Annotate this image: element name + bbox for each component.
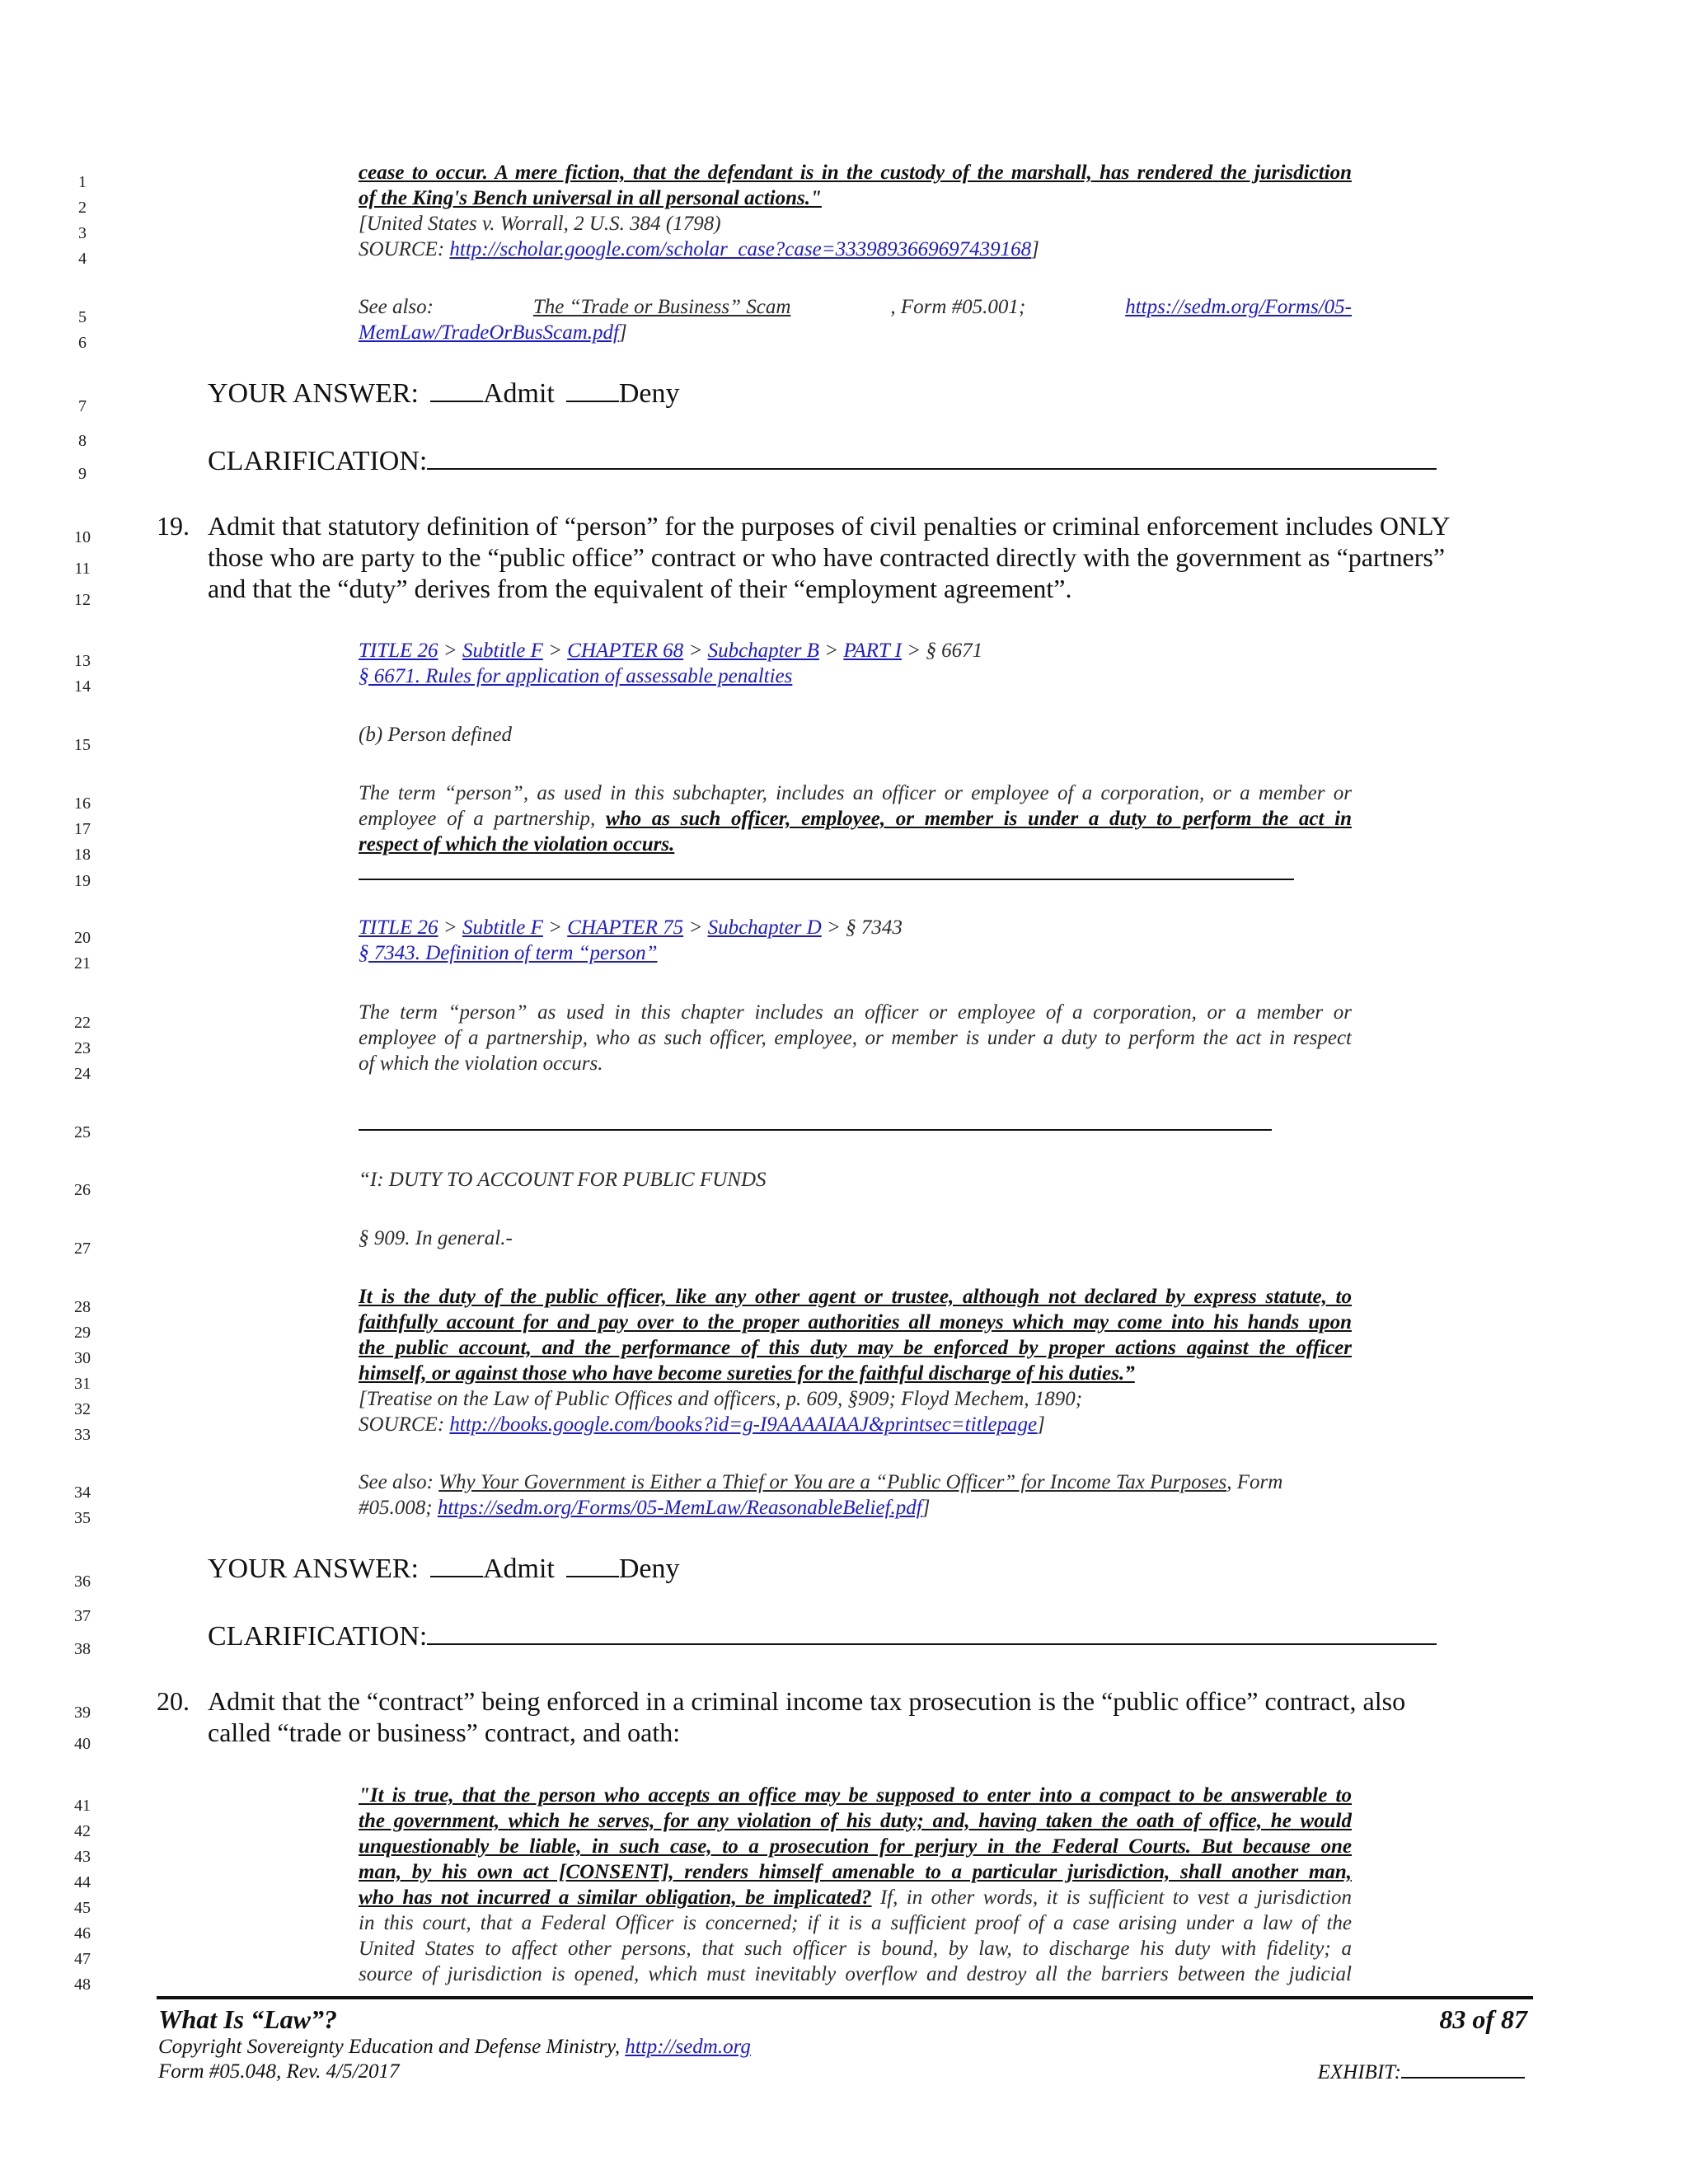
question-line: Admit that statutory definition of “person” for the purposes of civil penalties or criminal enforcement includes ONLY (208, 511, 1451, 541)
line-number: 23 (74, 1039, 91, 1057)
line-number: 4 (78, 250, 87, 268)
breadcrumb-chapter[interactable]: CHAPTER 68 (567, 640, 684, 662)
exhibit-label: EXHIBIT: (1317, 2061, 1401, 2083)
line-number: 28 (74, 1298, 91, 1316)
line-number: 39 (74, 1704, 91, 1722)
admit-blank[interactable] (430, 1553, 483, 1577)
definition-7343 (359, 1000, 1352, 1076)
quote-line: source of jurisdiction is opened, which must inevitably overflow and destroy all the barriers between the judicial (359, 1963, 1352, 1985)
line-number: 45 (74, 1899, 91, 1917)
breadcrumb-title[interactable]: TITLE 26 (359, 640, 438, 662)
quote-line: It is the duty of the public officer, like any other agent or trustee, although not declared by express statute, to (359, 1286, 1352, 1308)
line-number: 26 (74, 1181, 91, 1199)
separator: > (683, 640, 708, 662)
line-number: 43 (74, 1848, 91, 1866)
separator: > (438, 916, 462, 939)
line-number: 42 (74, 1822, 91, 1840)
separator: > (901, 640, 926, 662)
line-number: 20 (74, 929, 91, 947)
compact-quote (359, 1783, 1352, 1987)
line-number: 7 (78, 397, 87, 415)
separator: > (683, 916, 708, 939)
line-number: 47 (74, 1950, 91, 1968)
question-line: those who are party to the “public office” contract or who have contracted directly with the government as “partners” (208, 542, 1446, 572)
quote-line: the government, which he serves, for any violation of his duty; and, having taken the oath of office, he would (359, 1810, 1352, 1832)
your-answer-label: YOUR ANSWER: (208, 378, 419, 409)
line-number: 10 (74, 528, 91, 546)
separator: > (818, 640, 844, 662)
citation: [United States v. Worrall, 2 U.S. 384 (1798) (359, 213, 721, 235)
clarification-label: CLARIFICATION: (208, 446, 428, 476)
line-number: 17 (74, 820, 91, 838)
question-line: called “trade or business” contract, and oath: (208, 1718, 681, 1747)
source-label: SOURCE: (359, 238, 450, 260)
line-number: 22 (74, 1014, 91, 1032)
footer-rule (157, 1996, 1533, 1999)
question-line: and that the “duty” derives from the equivalent of their “employment agreement”. (208, 574, 1072, 603)
section-heading-link[interactable]: § 7343. Definition of term “person” (359, 942, 658, 964)
clarification-field[interactable] (427, 1619, 1437, 1645)
clarification-row (208, 443, 1437, 477)
breadcrumb-chapter[interactable]: CHAPTER 75 (567, 916, 684, 939)
breadcrumb-section: § 7343 (846, 916, 903, 939)
line-number: 30 (74, 1349, 91, 1367)
person-defined-heading (359, 722, 1352, 748)
see-also-form-number: #05.008; (359, 1497, 438, 1519)
definition-line: employee of a partnership, (359, 808, 606, 830)
definition-line: The term “person”, as used in this subchapter, includes an officer or employee of a corporation, or a member or (359, 782, 1352, 804)
line-number: 31 (74, 1375, 91, 1393)
quote-line: in this court, that a Federal Officer is concerned; if it is a sufficient proof of a case arising under a law of the (359, 1912, 1352, 1934)
bracket: ] (921, 1497, 931, 1519)
line-number: 36 (74, 1572, 91, 1591)
line-number: 18 (74, 846, 91, 864)
separator: > (821, 916, 846, 939)
line-number: 6 (78, 334, 87, 352)
deny-blank[interactable] (566, 377, 619, 402)
see-also-label: See also: (359, 296, 434, 318)
see-also-form: , Form #05.001; (890, 296, 1026, 318)
footer-copyright (158, 2036, 751, 2059)
line-number: 14 (74, 677, 91, 696)
deny-blank[interactable] (566, 1553, 619, 1577)
line-number: 27 (74, 1240, 91, 1258)
breadcrumb-section: § 6671 (926, 640, 983, 662)
see-also-link[interactable]: https://sedm.org/Forms/05-MemLaw/ReasonableBelief.pdf (437, 1497, 922, 1519)
breadcrumb-subchapter[interactable]: Subchapter B (707, 640, 819, 662)
line-number: 11 (74, 560, 91, 578)
quote-line: who has not incurred a similar obligation, be implicated? (359, 1886, 872, 1909)
definition-line: The term “person” as used in this chapter includes an officer or employee of a corporation, or a member or (359, 1001, 1352, 1024)
breadcrumb-subtitle[interactable]: Subtitle F (462, 640, 543, 662)
source-label: SOURCE: (359, 1413, 450, 1436)
see-also-title: Why Your Government is Either a Thief or You are a “Public Officer” for Income Tax Purposes (438, 1471, 1227, 1493)
your-answer-row (208, 377, 680, 410)
line-number: 8 (78, 432, 87, 450)
bracket: ] (1037, 1413, 1045, 1436)
copyright-text: Copyright Sovereignty Education and Defense Ministry, (158, 2036, 626, 2058)
line-number: 34 (74, 1483, 91, 1502)
quote-line: man, by his own act [CONSENT], renders himself amenable to a particular jurisdiction, shall another man, (359, 1861, 1352, 1883)
quote-line: United States to affect other persons, that such officer is bound, by law, to discharge his duty with fidelity; a (359, 1938, 1352, 1960)
line-number: 5 (78, 308, 87, 326)
line-number: 38 (74, 1640, 91, 1658)
section-heading: § 909. In general.- (359, 1227, 513, 1249)
breadcrumb-subtitle[interactable]: Subtitle F (462, 916, 543, 939)
quote-line: It is true, that the person who accepts an office may be supposed to enter into a compact to be answerable to (369, 1784, 1352, 1807)
line-number: 25 (74, 1123, 91, 1141)
line-number: 37 (74, 1607, 91, 1625)
quote-line: himself, or against those who have become sureties for the faithful discharge of his duties.” (359, 1362, 1135, 1385)
question-line: Admit that the “contract” being enforced in a criminal income tax prosecution is the “public office” contract, also (208, 1686, 1406, 1716)
quote-line: cease to occur. A mere fiction, that the defendant is in the custody of the marshall, has rendered the jurisdiction (359, 162, 1352, 184)
quote-line: of the King's Bench universal in all personal actions. (359, 187, 811, 209)
citation: [Treatise on the Law of Public Offices and officers, p. 609, §909; Floyd Mechem, 1890; (359, 1388, 1083, 1410)
treatise-quote (359, 1284, 1352, 1437)
definition-emphasis: respect of which the violation occurs. (359, 833, 675, 855)
line-number: 15 (74, 736, 91, 754)
line-number: 12 (74, 591, 91, 609)
question-number: 20. (157, 1686, 190, 1716)
admit-blank[interactable] (430, 377, 483, 402)
breadcrumb-part[interactable]: PART I (843, 640, 902, 662)
copyright-link[interactable]: http://sedm.org (625, 2036, 751, 2058)
see-also-label: See also: (359, 1471, 439, 1493)
line-number: 13 (74, 652, 91, 670)
deny-label: Deny (618, 1554, 680, 1584)
admit-label: Admit (482, 378, 555, 409)
see-also-form: , Form (1226, 1471, 1283, 1493)
deny-label: Deny (618, 378, 680, 409)
line-number: 35 (74, 1509, 91, 1527)
admit-label: Admit (482, 1554, 555, 1584)
duty-heading (359, 1167, 1352, 1193)
line-number: 16 (74, 794, 91, 813)
definition-6671 (359, 780, 1352, 857)
see-also-link[interactable]: https://sedm.org/Forms/05- (1125, 296, 1352, 318)
quote-line: faithfully account for and pay over to the proper authorities all moneys which may come into his hands upon (359, 1311, 1352, 1333)
your-answer-row (208, 1553, 680, 1585)
definition-emphasis: who as such officer, employee, or member is under a duty to perform the act in (605, 808, 1352, 830)
quote-line: If, in other words, it is sufficient to vest a jurisdiction (871, 1886, 1352, 1909)
bracket: ] (1031, 238, 1039, 260)
definition-line: of which the violation occurs. (359, 1052, 603, 1075)
bracket: ] (618, 321, 627, 344)
treatise-heading: “I: DUTY TO ACCOUNT FOR PUBLIC FUNDS (359, 1169, 767, 1191)
line-number: 19 (74, 872, 91, 890)
line-number: 32 (74, 1400, 91, 1418)
line-number: 33 (74, 1426, 91, 1444)
line-number: 1 (78, 173, 87, 191)
clarification-label: CLARIFICATION: (208, 1621, 428, 1652)
divider-rule (359, 1129, 1272, 1131)
section-heading-link[interactable]: § 6671. Rules for application of assessable penalties (359, 665, 793, 687)
separator: > (438, 640, 462, 662)
breadcrumb-subchapter[interactable]: Subchapter D (707, 916, 822, 939)
footer-exhibit (1318, 2060, 1525, 2084)
footer-page-number: 83 of 87 (1439, 2004, 1527, 2034)
source-link[interactable]: http://scholar.google.com/scholar_case?case=3339893669697439168 (449, 238, 1032, 260)
breadcrumb-title[interactable]: TITLE 26 (359, 916, 438, 939)
separator: > (542, 640, 568, 662)
line-number: 2 (78, 199, 87, 217)
breadcrumb-6671 (359, 638, 1352, 689)
see-also-title: The “Trade or Business” Scam (532, 296, 791, 318)
source-link[interactable]: http://books.google.com/books?id=g-I9AAAAIAAJ&printsec=titlepage (449, 1413, 1038, 1436)
subsection-heading: (b) Person defined (359, 724, 513, 746)
line-number: 48 (74, 1975, 91, 1994)
footer-form-number: Form #05.048, Rev. 4/5/2017 (158, 2060, 400, 2083)
exhibit-blank[interactable] (1401, 2060, 1525, 2079)
clarification-row (208, 1619, 1437, 1652)
footer-document-title: What Is “Law”? (158, 2004, 337, 2034)
quote-line: unquestionably be liable, in such case, to a prosecution for perjury in the Federal Courts. But because one (359, 1835, 1352, 1858)
breadcrumb-7343 (359, 915, 1352, 966)
question-number: 19. (157, 511, 190, 541)
line-number: 44 (74, 1873, 91, 1891)
quote-mark: " (359, 1784, 370, 1807)
section-909 (359, 1226, 1352, 1251)
clarification-field[interactable] (427, 443, 1437, 470)
line-number: 41 (74, 1797, 91, 1815)
divider-rule (359, 879, 1294, 880)
see-also-public-officer (359, 1469, 1352, 1521)
your-answer-label: YOUR ANSWER: (208, 1554, 419, 1584)
worrall-quote (359, 160, 1352, 262)
line-number: 3 (78, 224, 87, 242)
line-number: 24 (74, 1065, 91, 1083)
line-number: 40 (74, 1735, 91, 1753)
definition-line: employee of a partnership, who as such officer, employee, or member is under a duty to perform the act in respect (359, 1027, 1352, 1049)
separator: > (542, 916, 568, 939)
line-number: 46 (74, 1924, 91, 1943)
line-number: 21 (74, 954, 91, 972)
line-number: 29 (74, 1324, 91, 1342)
quote-line: the public account, and the performance of this duty may be enforced by proper actions against the officer (359, 1337, 1352, 1359)
see-also-trade-business (359, 294, 1352, 345)
quote-mark: " (810, 187, 822, 209)
see-also-link-cont[interactable]: MemLaw/TradeOrBusScam.pdf (359, 321, 619, 344)
line-number: 9 (78, 465, 87, 483)
